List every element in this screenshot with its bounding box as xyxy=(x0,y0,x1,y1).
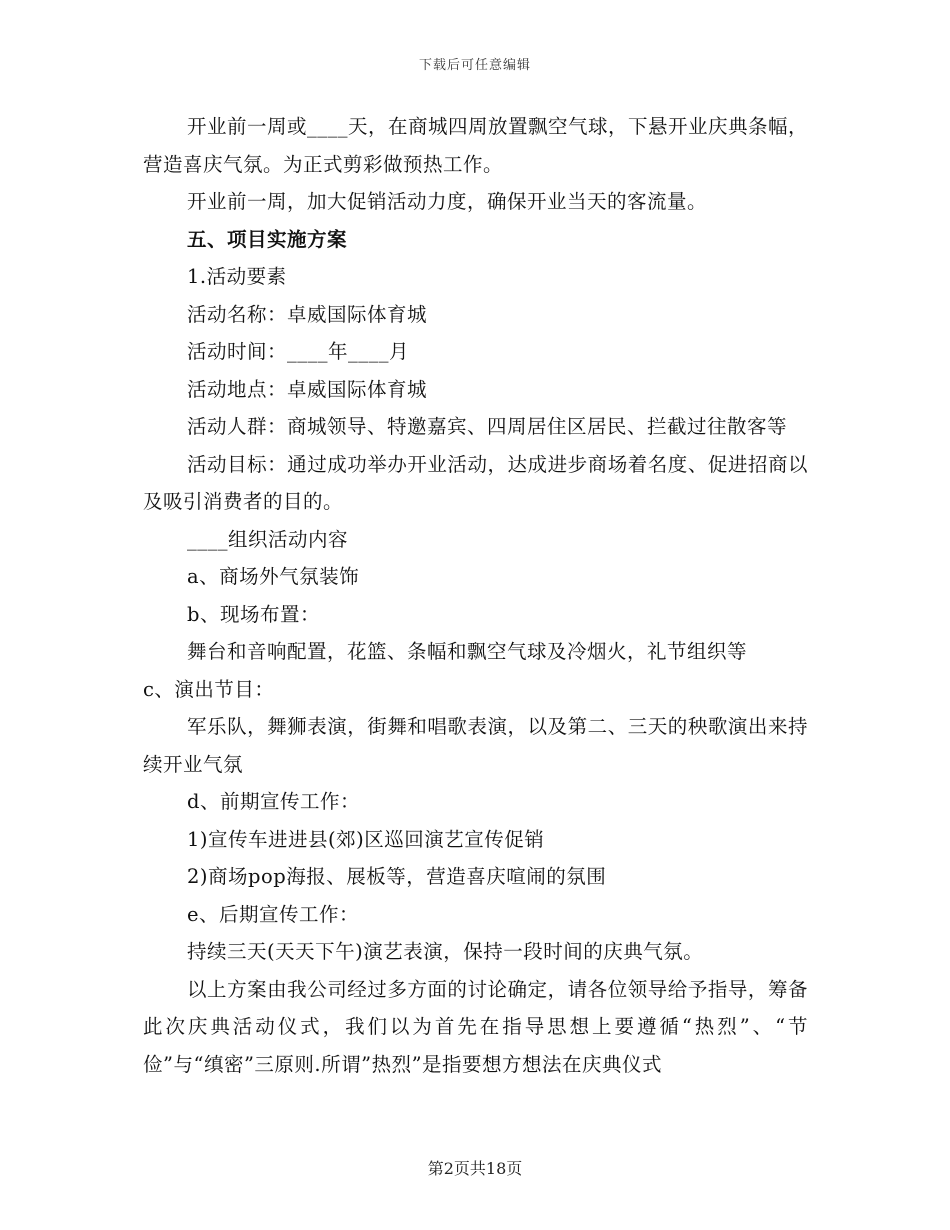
paragraph: a、商场外气氛装饰 xyxy=(187,565,360,588)
page-footer: 第2页共18页 xyxy=(427,1159,523,1178)
subsection-heading: 1.活动要素 xyxy=(187,265,287,288)
paragraph: 1)宣传车进进县(郊)区巡回演艺宣传促销 xyxy=(187,827,545,851)
section-heading: 五、项目实施方案 xyxy=(187,227,348,251)
paragraph: 2)商场pop海报、展板等，营造喜庆喧闹的氛围 xyxy=(187,865,607,888)
paragraph: 活动人群：商城领导、特邀嘉宾、四周居住区居民、拦截过往散客等 xyxy=(187,415,788,438)
document-body xyxy=(143,108,808,1083)
paragraph: 活动名称：卓威国际体育城 xyxy=(187,302,428,326)
paragraph: ____组织活动内容 xyxy=(187,527,349,551)
paragraph: 活动地点：卓威国际体育城 xyxy=(187,377,428,401)
paragraph: 持续三天(天天下午)演艺表演，保持一段时间的庆典气氛。 xyxy=(187,940,704,963)
paragraph: c、演出节目： xyxy=(143,677,275,701)
paragraph: 活动目标：通过成功举办开业活动，达成进步商场着名度、促进招商以及吸引消费者的目的。 xyxy=(143,452,808,513)
paragraph: 开业前一周，加大促销活动力度，确保开业当天的客流量。 xyxy=(187,190,708,213)
paragraph: 开业前一周或____天，在商城四周放置飘空气球，下悬开业庆典条幅，营造喜庆气氛。为正式剪彩做预热工作。 xyxy=(143,115,809,176)
paragraph: 以上方案由我公司经过多方面的讨论确定，请各位领导给予指导，筹备此次庆典活动仪式，我们以为首先在指导思想上要遵循“热烈”、“节俭”与“缜密”三原则.所谓”热烈”是指要想方想法在庆典仪式 xyxy=(143,977,808,1076)
paragraph: b、现场布置： xyxy=(187,602,320,626)
paragraph: 活动时间：____年____月 xyxy=(187,340,410,363)
page-header: 下载后可任意编辑 xyxy=(418,58,531,73)
paragraph: e、后期宣传工作： xyxy=(187,902,360,926)
paragraph: 舞台和音响配置，花篮、条幅和飘空气球及冷烟火，礼节组织等 xyxy=(187,640,748,663)
paragraph: d、前期宣传工作： xyxy=(187,790,360,813)
paragraph: 军乐队，舞狮表演，街舞和唱歌表演，以及第二、三天的秧歌演出来持续开业气氛 xyxy=(143,715,808,776)
